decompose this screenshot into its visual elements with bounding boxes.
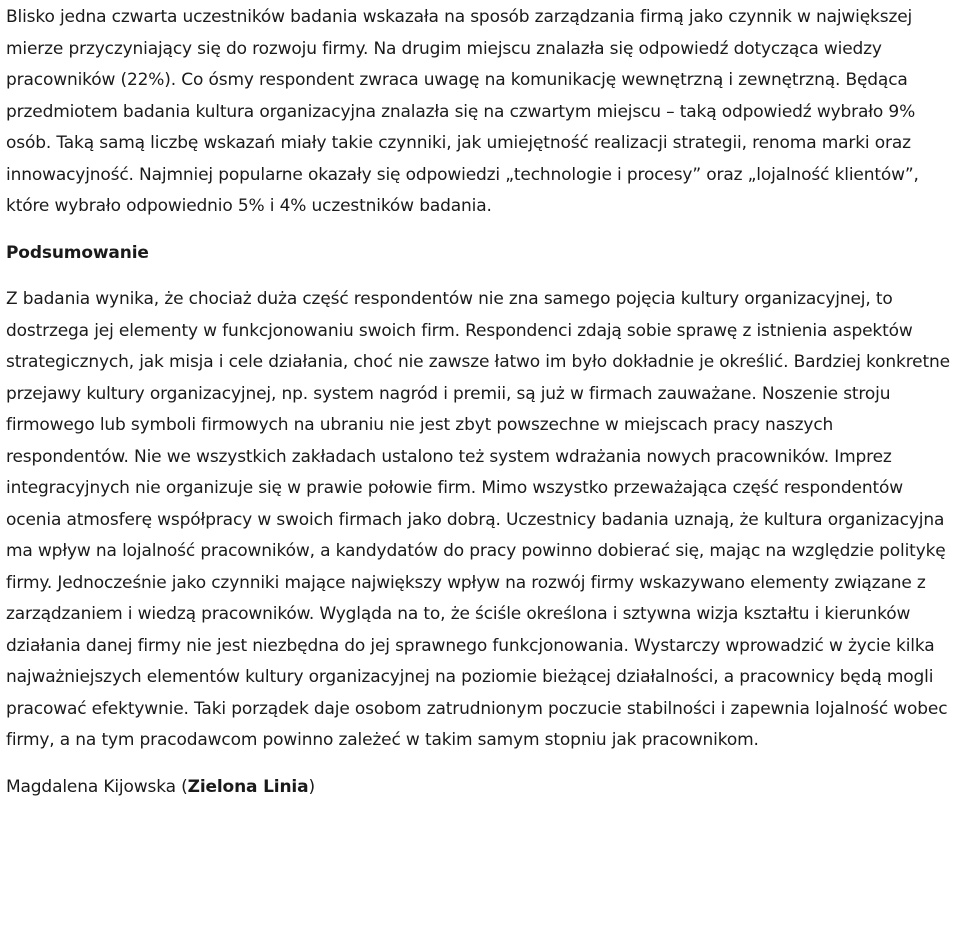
author-name: Magdalena Kijowska bbox=[6, 776, 176, 797]
open-paren: ( bbox=[175, 776, 188, 797]
source-name: Zielona Linia bbox=[187, 776, 309, 797]
close-paren: ) bbox=[308, 776, 315, 797]
body-paragraph: Blisko jedna czwarta uczestników badania wskazała na sposób zarządzania firmą jako czynnik w największej mierze przyczyniający się do rozwoju firmy. Na drugim miejscu znalazła się odpowiedź dotycząca wiedzy pracowników (22%). Co ósmy respondent zwraca uwagę na komunikację wewnętrzną i zewnętrzną. Będąca przedmiotem badania kultura organizacyjna znalazła się na czwartym miejscu – taką odpowiedź wybrało 9% osób. Taką samą liczbę wskazań miały takie czynniki, jak umiejętność realizacji strategii, renoma marki oraz innowacyjność. Najmniej popularne okazały się odpowiedzi „technologie i procesy” oraz „lojalność klientów”, które wybrało odpowiednio 5% i 4% uczestników badania. bbox=[6, 7, 919, 216]
section-heading: Podsumowanie bbox=[6, 242, 149, 263]
signature-line bbox=[6, 772, 958, 804]
document-page bbox=[6, 2, 958, 803]
body-paragraph: Z badania wynika, że chociaż duża część respondentów nie zna samego pojęcia kultury organizacyjnej, to dostrzega jej elementy w funkcjonowaniu swoich firm. Respondenci zdają sobie sprawę z istnienia aspektów strategicznych, jak misja i cele działania, choć nie zawsze łatwo im było dokładnie je określić. Bardziej konkretne przejawy kultury organizacyjnej, np. system nagród i premii, są już w firmach zauważane. Noszenie stroju firmowego lub symboli firmowych na ubraniu nie jest zbyt powszechne w miejscach pracy naszych respondentów. Nie we wszystkich zakładach ustalono też system wdrażania nowych pracowników. Imprez integracyjnych nie organizuje się w prawie połowie firm. Mimo wszystko przeważająca część respondentów ocenia atmosferę współpracy w swoich firmach jako dobrą. Uczestnicy badania uznają, że kultura organizacyjna ma wpływ na lojalność pracowników, a kandydatów do pracy powinno dobierać się, mając na względzie politykę firmy. Jednocześnie jako czynniki mające największy wpływ na rozwój firmy wskazywano elementy związane z zarządzaniem i wiedzą pracowników. Wygląda na to, że ściśle określona i sztywna wizja kształtu i kierunków działania danej firmy nie jest niezbędna do jej sprawnego funkcjonowania. Wystarczy wprowadzić w życie kilka najważniejszych elementów kultury organizacyjnej na poziomie bieżącej działalności, a pracownicy będą mogli pracować efektywnie. Taki porządek daje osobom zatrudnionym poczucie stabilności i zapewnia lojalność wobec firmy, a na tym pracodawcom powinno zależeć w takim samym stopniu jak pracownikom. bbox=[6, 289, 950, 750]
